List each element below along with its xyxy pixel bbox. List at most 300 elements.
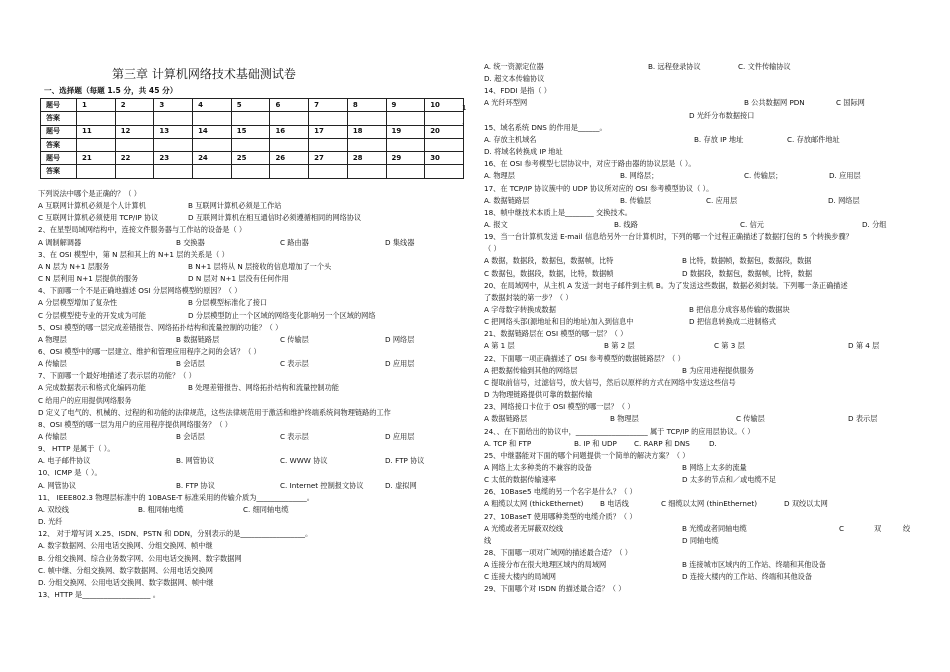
question-line	[484, 148, 920, 157]
answer-cell[interactable]	[309, 138, 348, 151]
question-text: 13、HTTP 是___________________ 。	[38, 589, 160, 599]
options-line	[38, 397, 466, 406]
question-text: 25、中继器能对下面的哪个问题提供一个简单的解决方案？（ ）	[484, 450, 690, 460]
options-line	[484, 63, 920, 72]
question-number-cell: 29	[386, 152, 425, 165]
question-number-cell: 6	[270, 99, 309, 112]
row-label: 答案	[41, 165, 77, 178]
option-text: B. FTP 协议	[176, 480, 215, 490]
question-text: 17、在 TCP/IP 协议簇中的 UDP 协议所对应的 OSI 参考模型协议（ ）。	[484, 183, 714, 193]
question-text: 了数据封装的第一步？（ ）	[484, 292, 573, 302]
answer-cell[interactable]	[270, 165, 309, 178]
question-number-cell: 25	[231, 152, 270, 165]
options-line	[484, 464, 920, 473]
option-text: A. 报文	[484, 219, 508, 229]
question-number-cell: 23	[154, 152, 193, 165]
answer-cell[interactable]	[231, 112, 270, 125]
question-number-cell: 9	[386, 99, 425, 112]
option-text: B 交换器	[176, 237, 205, 247]
question-line	[38, 542, 466, 551]
question-number-cell: 8	[347, 99, 386, 112]
options-line	[38, 433, 466, 442]
question-text: 22、下面哪一项正确描述了 OSI 参考模型的数据链路层？（ ）	[484, 353, 685, 363]
option-text: B 第 2 层	[604, 341, 635, 351]
question-text: 18、帧中继技术本质上是________ 交换技术。	[484, 207, 632, 217]
table-row	[41, 138, 464, 151]
question-number-cell: 1	[77, 99, 116, 112]
options-line	[38, 275, 466, 284]
option-text: B 光缆或者同轴电缆	[682, 523, 747, 533]
options-line	[38, 336, 466, 345]
question-number-cell: 16	[270, 125, 309, 138]
options-line	[484, 197, 920, 206]
question-text: 2、在星型局域网结构中，连接文件服务器与工作站的设备是（ ）	[38, 225, 247, 235]
option-text: B 会话层	[176, 359, 205, 369]
question-number-cell: 27	[309, 152, 348, 165]
question-line	[484, 75, 920, 84]
question-line	[38, 445, 466, 454]
question-line	[484, 282, 920, 291]
option-text: C N 层利用 N+1 层提供的服务	[38, 274, 139, 284]
question-text: C. 帧中继、分组交换网、数字数据网、公用电话交换网	[38, 565, 213, 575]
option-text: 双	[874, 523, 882, 533]
option-text: A 字母数字转换成数据	[484, 305, 556, 314]
answer-cell[interactable]	[193, 138, 232, 151]
option-text: C 传输层	[280, 334, 309, 344]
option-text: B 会话层	[176, 432, 205, 441]
option-text: C. 存放邮件地址	[787, 134, 840, 144]
option-text: A. 双绞线	[38, 504, 69, 514]
option-text: A. 网管协议	[38, 480, 77, 490]
question-line	[484, 160, 920, 169]
question-text: 20、在局域网中，从主机 A 发送一封电子邮件到主机 B。为了发送这些数据，数据必须封装。下列哪一条正确描述	[484, 280, 848, 290]
answer-cell[interactable]	[309, 165, 348, 178]
option-text: D. 应用层	[829, 171, 861, 181]
option-text: A 传输层	[38, 432, 67, 441]
option-text: A 分层模型增加了复杂性	[38, 298, 118, 308]
option-text: D 太多的节点和／或电缆不足	[682, 475, 777, 485]
option-text: D 为物理链路提供可靠的数据传输	[484, 390, 593, 400]
question-number-cell: 17	[309, 125, 348, 138]
options-line	[484, 379, 920, 388]
option-text: C 把网络头部(源地址和目的地址)加入到信息中	[484, 317, 634, 327]
question-number-cell: 22	[115, 152, 154, 165]
answer-cell[interactable]	[115, 165, 154, 178]
option-text: C 提取前信号，过滤信号，放大信号，然后以原样的方式在网络中发送这些信号	[484, 377, 736, 387]
options-line	[38, 482, 466, 491]
question-number-cell: 15	[231, 125, 270, 138]
question-text: 9、 HTTP 是属于（ ）。	[38, 444, 115, 454]
option-text: C 表示层	[280, 432, 309, 441]
option-text: D 网络层	[385, 334, 415, 344]
answer-cell[interactable]	[154, 112, 193, 125]
answer-table	[40, 98, 464, 179]
question-line	[38, 579, 466, 588]
question-line	[38, 530, 466, 539]
question-number-cell: 4	[193, 99, 232, 112]
option-text: A. 统一资源定位器	[484, 62, 544, 71]
question-line	[38, 226, 466, 235]
question-text: 6、OSI 模型中的哪一层建立、维护和管理应用程序之间的会话？（ ）	[38, 346, 261, 356]
table-row	[41, 112, 464, 125]
question-number-cell: 13	[154, 125, 193, 138]
option-text: D. 虚拟网	[385, 480, 417, 490]
question-text: 19、当一台计算机发送 E-mail 信息给另外一台计算机时，下列的哪一个过程正确描述了数据打包的 5 个转换步骤？	[484, 232, 853, 242]
options-line	[484, 172, 920, 181]
option-text: A. 数据链路层	[484, 195, 530, 205]
question-line	[484, 124, 920, 133]
question-number-cell: 20	[425, 125, 464, 138]
table-side-marks	[462, 101, 469, 129]
option-text: C. 细同轴电缆	[243, 504, 289, 514]
question-line	[484, 428, 920, 437]
options-line	[38, 360, 466, 369]
option-text: C. WWW 协议	[280, 456, 328, 466]
question-line	[484, 245, 920, 254]
question-line	[484, 549, 920, 558]
answer-cell[interactable]	[77, 165, 116, 178]
option-text: B. 网络层；	[620, 171, 659, 181]
options-line	[38, 457, 466, 466]
question-text: 11、 IEEE802.3 物理层标准中的 10BASE-T 标准采用的传输介质为______________。	[38, 492, 314, 502]
row-label: 答案	[41, 138, 77, 151]
option-text: C. Internet 控制报文协议	[280, 480, 364, 490]
option-text: D. 分组	[862, 219, 887, 229]
question-text: 16、在 OSI 参考模型七层协议中，对应于路由器的协议层是（ ）。	[484, 159, 696, 169]
question-text: A. 数字数据网、公用电话交换网、分组交换网、帧中继	[38, 541, 213, 551]
options-line	[38, 263, 466, 272]
options-line	[38, 506, 466, 515]
answer-cell[interactable]	[193, 112, 232, 125]
option-text: B. 网管协议	[176, 456, 215, 466]
question-line	[484, 452, 920, 461]
question-text: B. 分组交换网、综合业务数字网、公用电话交换网、数字数据网	[38, 553, 242, 563]
row-label: 答案	[41, 112, 77, 125]
option-text: A 互联网计算机必须是个人计算机	[38, 201, 146, 211]
question-line	[484, 355, 920, 364]
question-text: D. 超文本传输协议	[484, 74, 545, 84]
option-text: A 连接分布在很大地理区域内的局域网	[484, 560, 607, 570]
question-line	[484, 185, 920, 194]
option-text: C	[839, 523, 845, 533]
page-title: 第三章 计算机网络技术基础测试卷	[112, 67, 296, 81]
question-line	[38, 190, 466, 199]
question-number-cell: 24	[193, 152, 232, 165]
table-row	[41, 152, 464, 165]
question-text: 23、网络接口卡位于 OSI 模型的哪一层？（ ）	[484, 402, 635, 412]
answer-cell[interactable]	[193, 165, 232, 178]
row-label: 题号	[41, 152, 77, 165]
question-line	[484, 87, 920, 96]
question-line	[38, 567, 466, 576]
answer-cell[interactable]	[347, 138, 386, 151]
option-text: C 数据包，数据段，数据，比特，数据帧	[484, 268, 614, 278]
options-line	[38, 312, 466, 321]
answer-cell[interactable]	[115, 112, 154, 125]
question-number-cell: 28	[347, 152, 386, 165]
option-text: C. 传输层；	[744, 171, 783, 181]
question-line	[38, 348, 466, 357]
option-text: D 把信息转换成二进制格式	[689, 317, 776, 327]
question-number-cell: 12	[115, 125, 154, 138]
question-line	[38, 555, 466, 564]
answer-cell[interactable]	[347, 165, 386, 178]
option-text: A 第 1 层	[484, 341, 515, 351]
question-number-cell: 3	[154, 99, 193, 112]
question-line	[484, 330, 920, 339]
option-text: D N 层对 N+1 层没有任何作用	[188, 274, 289, 284]
answer-cell[interactable]	[115, 138, 154, 151]
option-text: D 互联网计算机在相互通信时必须遵循相同的网络协议	[188, 213, 362, 223]
option-text: C 第 3 层	[714, 341, 745, 351]
option-text: 绞	[903, 523, 911, 533]
table-row	[41, 165, 464, 178]
option-text: A N 层为 N+1 层服务	[38, 261, 110, 271]
question-text: 10、ICMP 是（ ）。	[38, 468, 102, 478]
option-text: A. 存放主机域名	[484, 134, 537, 144]
answer-cell[interactable]	[77, 112, 116, 125]
option-text: C 表示层	[280, 359, 309, 369]
option-text: B. 粗同轴电缆	[138, 504, 184, 514]
option-text: D 双绞以太网	[784, 499, 828, 509]
answer-cell[interactable]	[231, 138, 270, 151]
option-text: B 电话线	[600, 499, 629, 509]
options-line	[484, 525, 920, 534]
option-text: A 物理层	[38, 334, 67, 344]
option-text: D 连接大楼内的工作站、终端和其他设备	[682, 572, 813, 582]
question-line	[484, 403, 920, 412]
option-text: C 细缆以太网 (thinEthernet)	[661, 499, 758, 509]
option-text: D 光纤分布数据接口	[689, 110, 755, 120]
option-text: C 分层模型使专业的开发成为可能	[38, 310, 146, 320]
options-line	[38, 409, 466, 418]
option-text: C. 文件传输协议	[738, 62, 791, 71]
question-text: 26、10Base5 电缆的另一个名字是什么？（ ）	[484, 487, 637, 497]
options-line	[484, 136, 920, 145]
question-text: 5、OSI 模型的哪一层完成差错报告、网络拓扑结构和流量控制的功能？（ ）	[38, 322, 283, 332]
question-line	[38, 372, 466, 381]
question-text: D. 光纤	[38, 517, 63, 527]
option-text: D 应用层	[385, 359, 415, 369]
options-line	[484, 306, 920, 315]
side-mark: 1	[462, 104, 467, 112]
question-number-cell: 19	[386, 125, 425, 138]
side-mark: 、	[462, 118, 469, 126]
answer-cell[interactable]	[154, 165, 193, 178]
option-text: B 物理层	[610, 414, 639, 424]
table-row	[41, 125, 464, 138]
options-line	[484, 367, 920, 376]
question-line	[38, 251, 466, 260]
option-text: B 连接城市区域内的工作站、终端和其他设备	[682, 560, 826, 570]
question-number-cell: 18	[347, 125, 386, 138]
answer-cell[interactable]	[309, 112, 348, 125]
option-text: A 把数据传输到其他的网络层	[484, 365, 578, 375]
question-line	[38, 494, 466, 503]
options-line	[484, 415, 920, 424]
question-number-cell: 21	[77, 152, 116, 165]
option-text: D 应用层	[385, 432, 415, 441]
option-text: A 数据链路层	[484, 414, 528, 424]
option-text: B 公共数据网 PDN	[744, 98, 805, 108]
question-text: 8、OSI 模型的哪一层为用户的应用程序提供网络服务？（ ）	[38, 419, 232, 429]
question-number-cell: 30	[425, 152, 464, 165]
question-text: （ ）	[484, 244, 501, 254]
options-line	[38, 299, 466, 308]
option-text: A. TCP 和 FTP	[484, 438, 532, 448]
option-text: D. 网络层	[828, 195, 860, 205]
row-label: 题号	[41, 99, 77, 112]
option-text: D. FTP 协议	[385, 456, 425, 466]
options-line	[38, 214, 466, 223]
option-text: C 给用户的应用提供网络服务	[38, 395, 132, 405]
option-text: B. 存放 IP 地址	[694, 134, 744, 144]
question-text: 12、 对于增写词 X.25、ISDN、PSTN 和 DDN，分别表示的是__________________。	[38, 529, 313, 539]
option-text: C 太低的数据传输速率	[484, 475, 556, 485]
option-text: D 第 4 层	[848, 341, 880, 351]
answer-cell[interactable]	[386, 165, 425, 178]
question-text: 29、下面哪个对 ISDN 的描述最合适？（ ）	[484, 584, 626, 594]
table-row	[41, 99, 464, 112]
question-line	[484, 209, 920, 218]
option-text: 线	[484, 535, 492, 545]
options-line	[484, 561, 920, 570]
question-text: 21、数据链路层在 OSI 模型的哪一层？（ ）	[484, 329, 628, 339]
options-line	[484, 476, 920, 485]
option-text: A 光缆或者无屏蔽双绞线	[484, 523, 564, 533]
option-text: A. 物理层	[484, 171, 515, 181]
question-number-cell: 7	[309, 99, 348, 112]
option-text: C. 应用层	[706, 195, 738, 205]
option-text: D.	[709, 438, 717, 448]
option-text: B 网络上太多的流量	[682, 462, 747, 472]
option-text: A 调制解调器	[38, 237, 82, 247]
options-line	[484, 99, 920, 108]
option-text: D 分层模型防止一个区域的网络变化影响另一个区域的网络	[188, 310, 376, 320]
options-line	[484, 342, 920, 351]
question-line	[38, 469, 466, 478]
question-line	[38, 421, 466, 430]
answer-cell[interactable]	[425, 112, 464, 125]
answer-cell[interactable]	[231, 165, 270, 178]
option-text: B N+1 层将从 N 层接收的信息增加了一个头	[188, 261, 332, 271]
answer-cell[interactable]	[154, 138, 193, 151]
option-text: B. 远程登录协议	[648, 62, 701, 71]
option-text: A. 电子邮件协议	[38, 456, 91, 466]
row-label: 题号	[41, 125, 77, 138]
question-number-cell: 10	[425, 99, 464, 112]
option-text: A 网络上太多种类的不兼容的设备	[484, 462, 592, 472]
answer-cell[interactable]	[347, 112, 386, 125]
options-line	[484, 391, 920, 400]
option-text: B. IP 和 UDP	[574, 438, 617, 448]
answer-cell[interactable]	[425, 165, 464, 178]
options-line	[484, 573, 920, 582]
option-text: D 定义了电气的、机械的、过程的和功能的法律规范，这些法律规范用于激活和维护终端系统间物理链路的工作	[38, 407, 391, 417]
answer-cell[interactable]	[77, 138, 116, 151]
option-text: C 传输层	[736, 414, 765, 424]
options-line	[484, 257, 920, 266]
question-line	[484, 488, 920, 497]
question-text: 24、、在下面给出的协议中，____________________ 属于 TCP/IP 的应用层协议。（ ）	[484, 426, 755, 436]
option-text: B. 线路	[614, 219, 638, 229]
options-line	[484, 500, 920, 509]
option-text: C 互联网计算机必须使用 TCP/IP 协议	[38, 213, 159, 223]
options-line	[484, 440, 920, 449]
options-line	[38, 384, 466, 393]
question-line	[38, 591, 466, 600]
question-text: 4、下面哪一个不是正确地描述 OSI 分层网络模型的原因？（ ）	[38, 286, 242, 296]
option-text: A 光纤环型网	[484, 98, 528, 108]
question-number-cell: 2	[115, 99, 154, 112]
option-text: C 连接大楼内的局域网	[484, 572, 556, 582]
question-line	[38, 324, 466, 333]
option-text: C 国际网	[836, 98, 865, 108]
question-line	[38, 518, 466, 527]
question-text: 3、在 OSI 模型中，第 N 层和其上的 N+1 层的关系是（ ）	[38, 249, 229, 259]
option-text: B 互联网计算机必须是工作站	[188, 201, 282, 211]
question-line	[484, 513, 920, 522]
option-text: D 表示层	[848, 414, 878, 424]
question-text: D. 将域名转换成 IP 地址	[484, 147, 563, 157]
option-text: B 数据链路层	[176, 334, 220, 344]
option-text: B 处理差错报告、网络拓扑结构和流量控制功能	[188, 383, 339, 393]
option-text: C 路由器	[280, 237, 309, 247]
section-heading: 一、选择题（每题 1.5 分，共 45 分）	[44, 86, 178, 95]
option-text: D 同轴电缆	[682, 535, 719, 545]
question-line	[484, 233, 920, 242]
question-text: 下列说法中哪个是正确的？（ ）	[38, 189, 141, 198]
option-text: A 数据，数据段，数据包，数据帧，比特	[484, 256, 614, 266]
answer-cell[interactable]	[386, 112, 425, 125]
answer-cell[interactable]	[425, 138, 464, 151]
option-text: A 传输层	[38, 359, 67, 369]
option-text: A 完成数据表示和格式化编码功能	[38, 383, 146, 393]
question-text: D. 分组交换网、公用电话交换网、数字数据网、帧中继	[38, 577, 214, 587]
answer-cell[interactable]	[270, 138, 309, 151]
option-text: D 集线器	[385, 237, 415, 247]
option-text: B 为应用进程提供服务	[682, 365, 754, 375]
question-number-cell: 5	[231, 99, 270, 112]
question-number-cell: 11	[77, 125, 116, 138]
options-line	[38, 202, 466, 211]
question-text: 27、10BaseT 使用哪种类型的电缆介质？（ ）	[484, 511, 637, 521]
option-text: C. RARP 和 DNS	[634, 438, 690, 448]
question-text: 7、下面哪一个最好地描述了表示层的功能？（ ）	[38, 371, 196, 381]
option-text: B. 传输层	[620, 195, 652, 205]
option-text: B 分层模型标准化了接口	[188, 298, 268, 308]
question-number-cell: 14	[193, 125, 232, 138]
options-line	[484, 537, 920, 546]
option-text: B 比特，数据帧，数据包，数据段，数据	[682, 256, 812, 266]
answer-cell[interactable]	[270, 112, 309, 125]
question-text: 28、下面哪一项对广域网的描述最合适？（ ）	[484, 548, 632, 557]
options-line	[484, 221, 920, 230]
option-text: C. 信元	[740, 219, 764, 229]
question-line	[38, 287, 466, 296]
option-text: D 数据段，数据包，数据帧，比特，数据	[682, 268, 813, 278]
options-line	[38, 239, 466, 248]
answer-cell[interactable]	[386, 138, 425, 151]
options-line	[484, 112, 920, 121]
option-text: B 把信息分成容易传输的数据块	[689, 305, 790, 314]
question-number-cell: 26	[270, 152, 309, 165]
question-line	[484, 585, 920, 594]
options-line	[484, 270, 920, 279]
options-line	[484, 318, 920, 327]
question-text: 14、FDDI 是指（ ）	[484, 86, 551, 96]
option-text: A 粗缆以太网 (thickEthernet)	[484, 499, 584, 509]
